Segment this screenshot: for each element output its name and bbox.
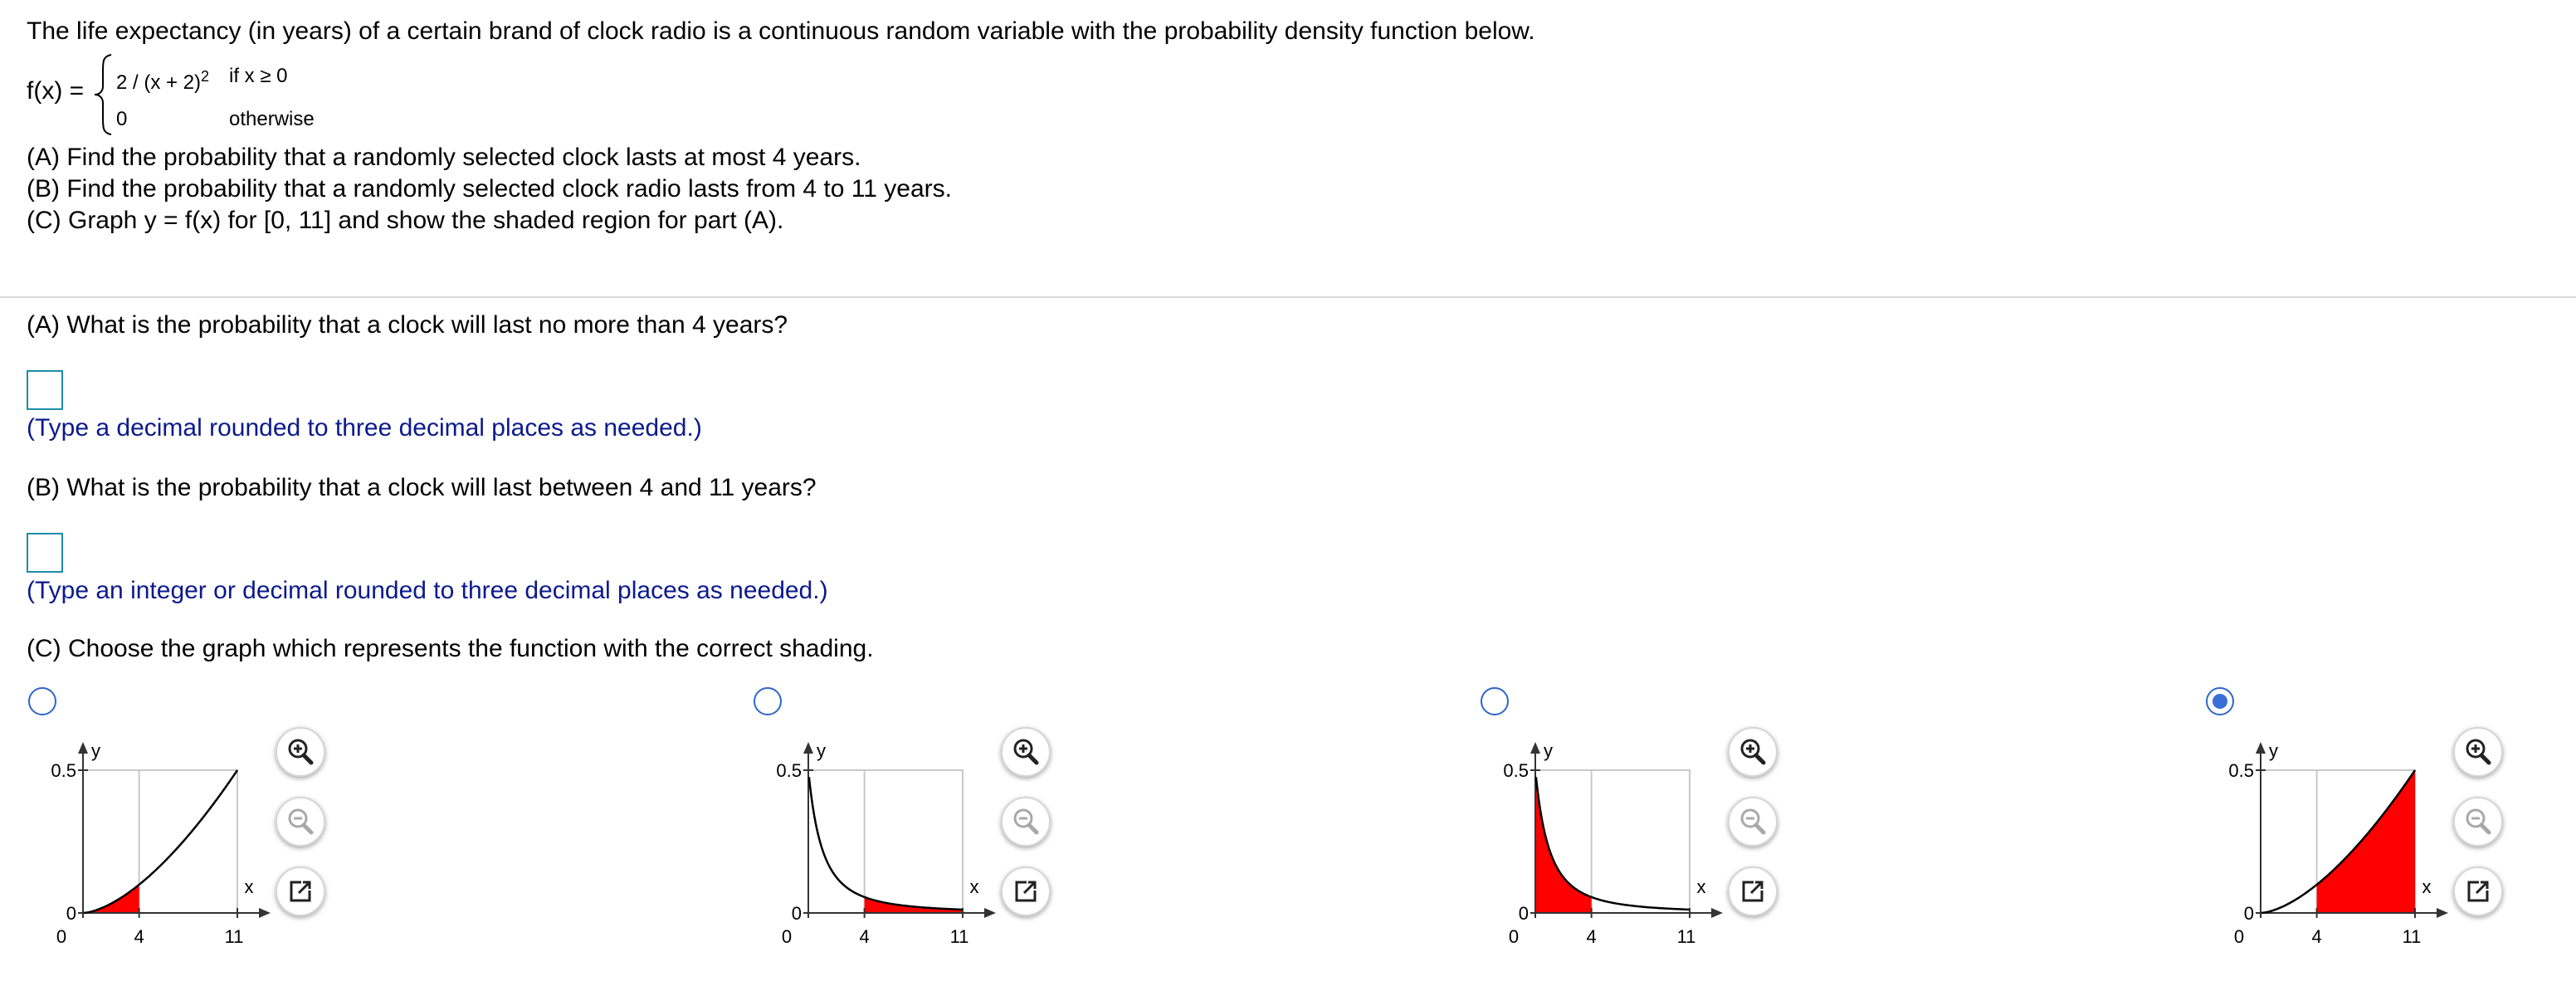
case2-expression: 0 [116,108,128,130]
graph-svg [1482,727,1731,951]
answer-a-hint: (Type a decimal rounded to three decimal places as needed.) [27,414,702,442]
zoom-out-icon [1736,805,1769,838]
density-curve [809,777,963,910]
zoom-out-icon [2461,805,2495,838]
y-axis-label: y [817,740,826,761]
case1-expr-text: 2 / (x + 2) [116,71,202,94]
zoom-out-icon [284,805,317,838]
x-tick-label-11: 11 [2402,926,2422,947]
open-window-icon [2461,875,2495,908]
y-tick-label-top: 0.5 [776,760,802,781]
question-a: (A) What is the probability that a clock will last no more than 4 years? [27,311,788,339]
x-tick-label-11: 11 [1676,926,1696,947]
case2-condition: otherwise [229,108,315,130]
y-axis-arrow [78,742,88,754]
x-tick-label-0: 0 [1508,926,1520,947]
open-window-icon [1736,875,1769,908]
x-axis-arrow [2437,908,2448,918]
x-tick-label-4: 4 [134,926,144,947]
option-4-graph [2208,727,2456,951]
y-tick-label-top: 0.5 [1503,760,1529,781]
y-tick-label-top: 0.5 [51,760,76,781]
option-1-zoom-out-button[interactable] [276,797,325,847]
option-4-radio[interactable] [2206,687,2234,715]
zoom-in-icon [284,735,317,769]
x-axis-arrow [259,908,271,918]
x-tick-label-0: 0 [56,926,67,947]
shaded-region [83,885,139,913]
part-c-text: (C) Graph y = f(x) for [0, 11] and show the shaded region for part (A). [27,207,784,234]
option-2-zoom-out-button[interactable] [1001,797,1051,847]
x-tick-label-4: 4 [2311,926,2322,947]
zoom-in-icon [1009,735,1042,769]
option-2-radio[interactable] [754,687,782,715]
fx-label: f(x) = [27,77,85,105]
part-b-text: (B) Find the probability that a randomly selected clock radio lasts from 4 to 11 years. [27,175,952,203]
y-tick-label-zero: 0 [2243,903,2254,924]
option-3-zoom-in-button[interactable] [1728,727,1778,777]
option-3-zoom-out-button[interactable] [1728,797,1778,847]
x-tick-label-11: 11 [949,926,969,947]
answer-a-input[interactable] [27,370,63,410]
shaded-region [1535,770,1592,913]
graph-frame [808,770,963,913]
x-tick-label-0: 0 [781,926,793,947]
option-2-graph [755,727,1004,951]
question-c: (C) Choose the graph which represents the function with the correct shading. [27,635,874,662]
piecewise-brace [93,53,115,136]
open-window-icon [284,875,317,908]
x-axis-label: x [1696,876,1706,897]
zoom-in-icon [1736,735,1769,769]
x-axis-arrow [1711,908,1723,918]
y-axis-label: y [2269,740,2278,761]
zoom-out-icon [1009,805,1042,838]
option-1-graph [30,727,279,951]
option-2-open-window-button[interactable] [1001,866,1051,916]
graph-svg [755,727,1004,951]
density-curve [83,770,237,913]
option-4-zoom-out-button[interactable] [2453,797,2503,847]
graph-frame [83,770,237,913]
option-1-radio[interactable] [28,687,56,715]
graph-svg [2208,727,2456,951]
option-4-open-window-button[interactable] [2453,866,2503,916]
x-axis-label: x [244,876,254,897]
y-tick-label-zero: 0 [791,903,802,924]
x-tick-label-0: 0 [2233,926,2245,947]
y-tick-label-zero: 0 [66,903,76,924]
case1-condition: if x ≥ 0 [229,65,288,87]
x-axis-label: x [969,876,979,897]
option-3-graph [1482,727,1731,951]
problem-intro: The life expectancy (in years) of a certain brand of clock radio is a continuous random variable with the probability density function below. [27,17,1535,45]
case1-expression [116,65,209,95]
y-tick-label-zero: 0 [1518,903,1529,924]
x-axis-label: x [2422,876,2432,897]
x-tick-label-11: 11 [224,926,244,947]
option-3-radio[interactable] [1481,687,1509,715]
zoom-in-icon [2461,735,2495,769]
x-tick-label-4: 4 [859,926,870,947]
answer-b-hint: (Type an integer or decimal rounded to three decimal places as needed.) [27,577,828,604]
option-1-zoom-in-button[interactable] [276,727,325,777]
graph-svg [30,727,279,951]
option-2-zoom-in-button[interactable] [1001,727,1051,777]
question-b: (B) What is the probability that a clock will last between 4 and 11 years? [27,474,817,501]
option-3-open-window-button[interactable] [1728,866,1778,916]
section-divider [0,296,2576,298]
y-axis-arrow [1530,742,1540,754]
shaded-region [865,897,963,913]
y-axis-arrow [803,742,813,754]
option-1-open-window-button[interactable] [276,866,325,916]
y-axis-arrow [2256,742,2266,754]
part-a-text: (A) Find the probability that a randomly selected clock lasts at most 4 years. [27,144,861,171]
open-window-icon [1009,875,1042,908]
x-axis-arrow [984,908,996,918]
y-tick-label-top: 0.5 [2228,760,2254,781]
x-tick-label-4: 4 [1586,926,1597,947]
option-4-zoom-in-button[interactable] [2453,727,2503,777]
case1-exponent: 2 [201,68,210,85]
y-axis-label: y [91,740,100,761]
y-axis-label: y [1544,740,1553,761]
answer-b-input[interactable] [27,533,63,573]
